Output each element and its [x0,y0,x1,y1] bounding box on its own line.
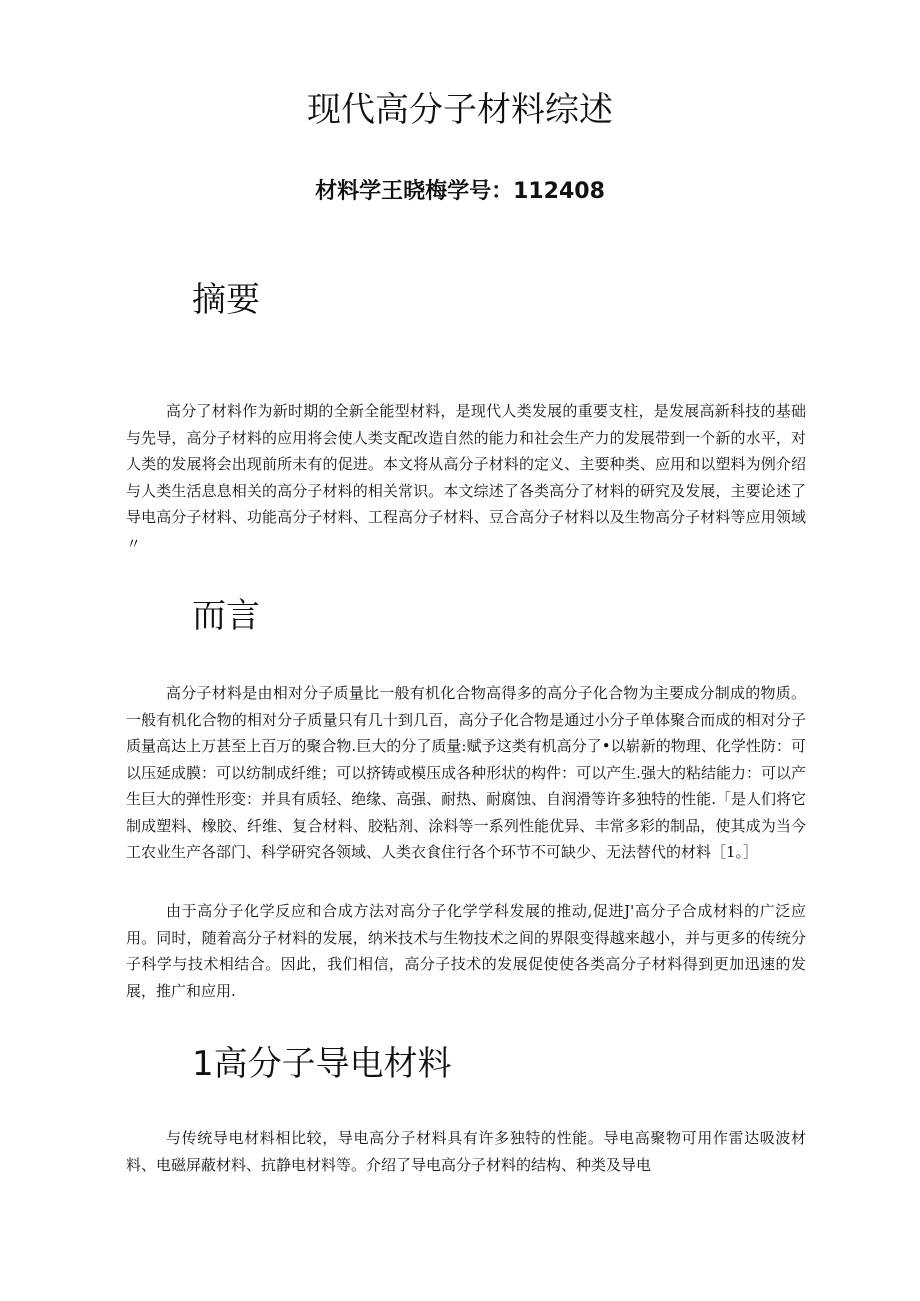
document-title: 现代高分子材料综述 [307,90,613,130]
abstract-paragraph: 高分了材料作为新时期的全新全能型材料，是现代人类发展的重要支柱，是发展高新科技的基础与先导，高分子材料的应用将会使人类支配改造自然的能力和社会生产力的发展带到一个新的水平，对人类的发展将会出现前所未有的促进。本文将从高分子材料的定义、主要种类、应用和以塑料为例介绍与人类生活息息相关的高分子材料的相关常识。本文综述了各类高分了材料的研究及发展，主要论述了导电高分子材料、功能高分子材料、工程高分子材料、豆合高分子材料以及生物高分子材料等应用领域〃 [126,402,806,553]
introduction-heading: 而言 [192,596,260,636]
introduction-paragraph-1: 高分子材料是由相对分子质量比一般有机化合物高得多的高分子化合物为主要成分制成的物质。一般有机化合物的相对分子质量只有几十到几百，高分子化合物是通过小分子单体聚合而成的相对分子质量高达上万甚至上百万的聚合物.巨大的分了质量:赋予这类有机高分了•以崭新的物理、化学性防：可以压延成膜：可以纺制成纤维；可以挤铸或模压成各种形状的构件：可以产生.强大的粘结能力：可以产生巨大的弹性形变：并具有质轻、绝缘、高强、耐热、耐腐蚀、自润滑等许多独特的性能.「是人们将它制成塑料、橡胶、纤维、复合材料、胶粘剂、涂料等一系列性能优异、丰常多彩的制品，使其成为当今工农业生产各部门、科学研究各领域、人类衣食住行各个环节不可缺少、无法替代的材料［1。］ [126,684,806,861]
introduction-paragraph-2: 由于高分子化学反应和合成方法对高分子化学学科发展的推动,促进J'高分子合成材料的广泛应用。同时，随着高分子材料的发展，纳米技术与生物技术之间的界限变得越来越小，并与更多的传统分子科学与技术相结合。因此，我们相信，高分子技术的发展促使使各类高分子材料得到更加迅速的发展，推广和应用. [126,902,806,1000]
section-1-paragraph: 与传统导电材料相比较，导电高分子材料具有许多独特的性能。导电高聚物可用作雷达吸波材料、电磁屏蔽材料、抗静电材料等。介绍了导电高分子材料的结构、种类及导电 [126,1129,806,1174]
section-1-heading: 1高分子导电材料 [192,1044,452,1084]
author-line: 材料学王晓梅学号：112408 [315,179,605,204]
abstract-heading: 摘要 [192,280,260,320]
